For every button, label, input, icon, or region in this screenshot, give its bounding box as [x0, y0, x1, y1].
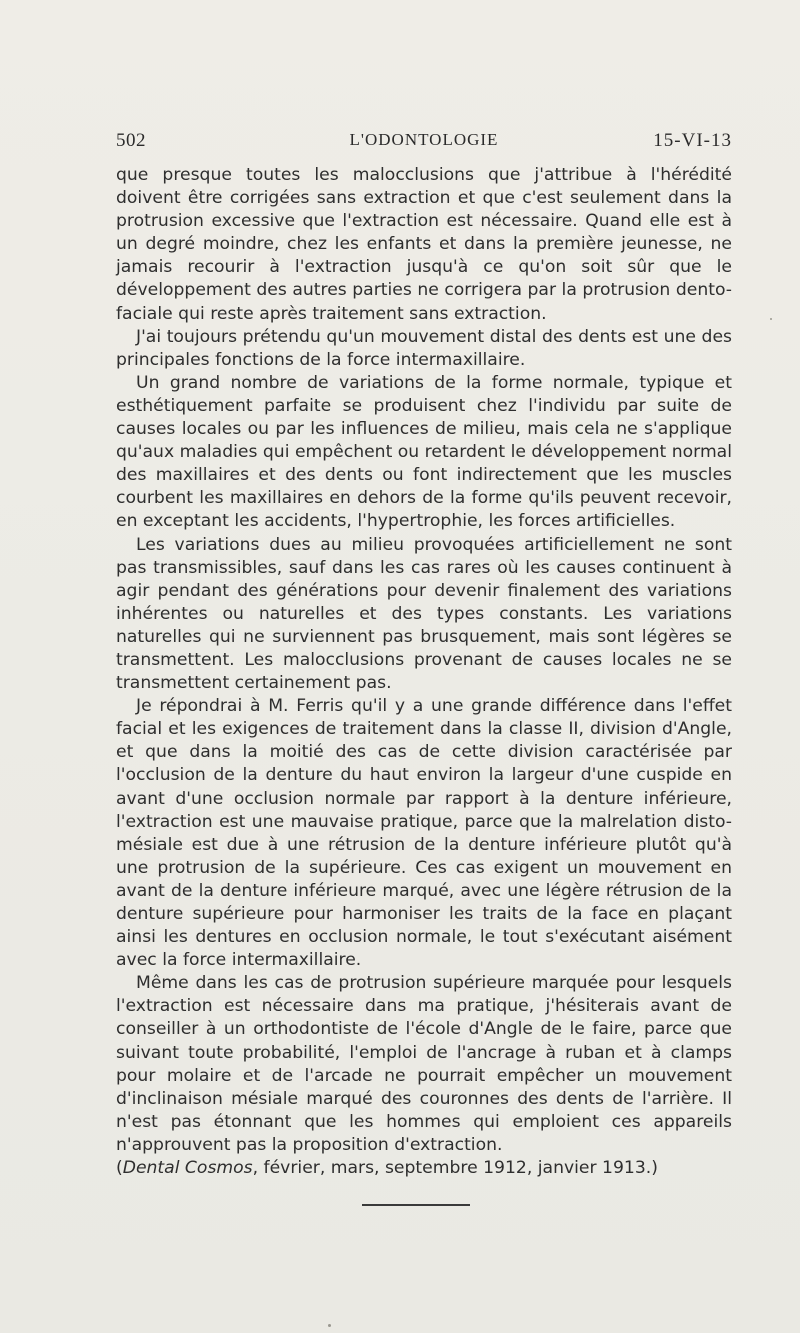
paper-speck	[770, 318, 772, 320]
citation-dates: , février, mars, septembre 1912, janvier 1913.)	[252, 1158, 658, 1179]
paragraph: J'ai toujours prétendu qu'un mouvement distal des dents est une des principales fonctions de la force intermaxillaire.	[116, 326, 732, 370]
citation-journal: Dental Cosmos	[122, 1158, 253, 1179]
running-header	[116, 130, 732, 160]
paragraph: Les variations dues au milieu provoquées artificiellement ne sont pas transmissibles, sauf dans les cas rares où les causes continuent à agir pendant des générations pour devenir finalement des variations inhérentes ou naturelles et des types constants. Les variations naturelles qui ne surviennent pas brusquement, mais sont légères se transmettent. Les malocclusions provenant de causes locales ne se transmettent certainement pas.	[116, 534, 732, 694]
citation-open: (	[116, 1158, 123, 1179]
citation	[116, 1157, 732, 1180]
section-end-rule	[362, 1204, 470, 1206]
paper-speck	[328, 1324, 331, 1327]
paragraph: Je répondrai à M. Ferris qu'il y a une grande différence dans l'effet facial et les exigences de traitement dans la classe II, division d'Angle, et que dans la moitié des cas de cette division caractérisée par l'occlusion de la denture du haut environ la largeur d'une cuspide en avant d'une occlusion normale par rapport à la denture inférieure, l'extraction est une mauvaise pratique, parce que la malrelation disto-mésiale est due à une rétrusion de la denture inférieure plutôt qu'à une protrusion de la supérieure. Ces cas exigent un mouvement en avant de la denture inférieure marqué, avec une légère rétrusion de la denture supérieure pour harmoniser les traits de la face en plaçant ainsi les dentures en occlusion normale, le tout s'exécutant aisément avec la force intermaxillaire.	[116, 696, 732, 971]
paragraph: Un grand nombre de variations de la forme normale, typique et esthétiquement parfaite se produisent chez l'individu par suite de causes locales ou par les influences de milieu, mais cela ne s'applique qu'aux maladies qui empêchent ou retardent le développement normal des maxillaires et des dents ou font indirectement que les muscles courbent les maxillaires en dehors de la forme qu'ils peuvent recevoir, en exceptant les accidents, l'hypertrophie, les forces artificielles.	[116, 372, 732, 532]
page-number: 502	[116, 130, 146, 151]
running-title: L'ODONTOLOGIE	[349, 130, 499, 149]
article-body	[116, 164, 732, 1180]
paragraph: que presque toutes les malocclusions que j'attribue à l'hérédité doivent être corrigées sans extraction et que c'est seulement dans la protrusion excessive que l'extraction est nécessaire. Quand elle est à un degré moindre, chez les enfants et dans la première jeunesse, ne jamais recourir à l'extraction jusqu'à ce qu'on soit sûr que le développement des autres parties ne corrigera par la protrusion dento-faciale qui reste après traitement sans extraction.	[116, 165, 732, 324]
issue-date: 15-VI-13	[653, 130, 732, 151]
paragraph: Même dans les cas de protrusion supérieure marquée pour lesquels l'extraction est nécessaire dans ma pratique, j'hésiterais avant de conseiller à un orthodontiste de l'école d'Angle de le faire, parce que suivant toute probabilité, l'emploi de l'ancrage à ruban et à clamps pour molaire et de l'arcade ne pourrait empêcher un mouvement d'inclinaison mésiale marqué des couronnes des dents de l'arrière. Il n'est pas étonnant que les hommes qui emploient ces appareils n'approuvent pas la proposition d'extraction.	[116, 973, 732, 1155]
